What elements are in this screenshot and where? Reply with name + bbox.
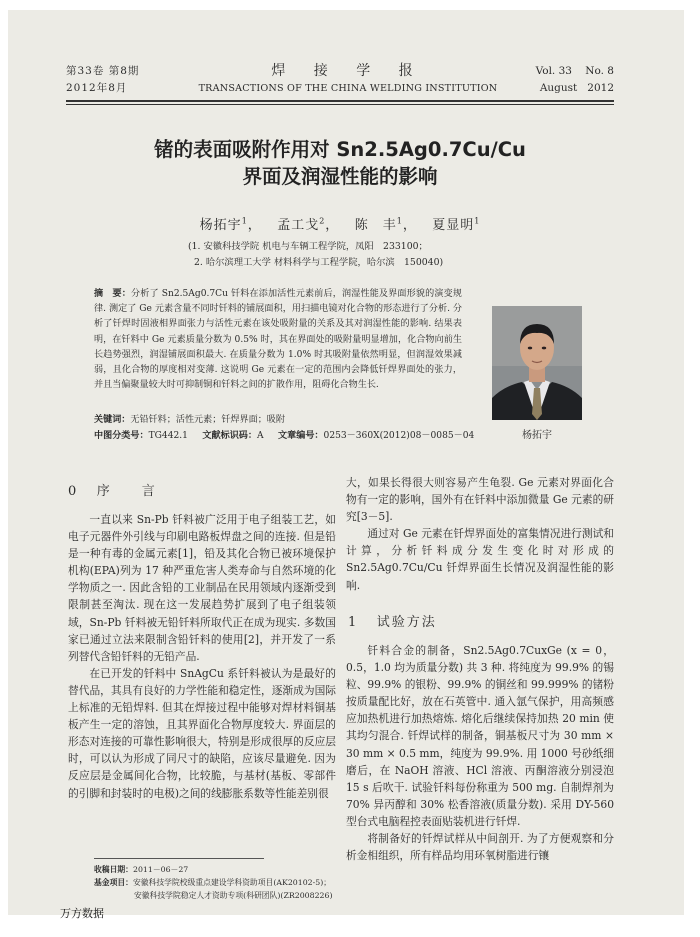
doc-code-label: 文献标识码： [202, 431, 257, 441]
paragraph: 钎料合金的制备，Sn2.5Ag0.7CuxGe (x = 0，0.5，1.0 均为质量分数) 共 3 种. 将纯度为 99.9% 的锡粒、99.9% 的银粉、99.9% 的铜丝和 99.999% 的锗粉按质量配比好，放在石英管中. 通入氩气保护，用高频感应加热机进行加热熔炼. 熔化后继续保持加热 20 min 使其均匀混合. 钎焊试样的制备，铜基板尺寸为 30 mm × 30 mm × 0.5 mm，纯度为 99.9%. 用 1000 号砂纸细磨后，在 NaOH 溶液、HCl 溶液、丙酮溶液分别浸泡 15 s 后吹干. 试验钎料每份称重为 500 mg. 自制焊剂为 70% 异丙醇和 30% 松香溶液(质量分数). 采用 DY-560 型台式电脑程控表面贴装机进行钎焊. [346, 644, 615, 828]
author-affil-mark: 2 [319, 216, 326, 226]
fund-item-2: 安徽科技学院稳定人才资助专项(科研团队)(ZR2008226) [134, 891, 333, 900]
section-number: 0 [68, 484, 79, 499]
fund-label: 基金项目： [94, 878, 133, 887]
section-1-heading [348, 611, 437, 630]
author-list: 杨拓宇$^1$， 孟工戈$^2$， 陈 丰$^1$， 夏显明$^1$ [199, 216, 481, 233]
clc-value: TG442.1 [148, 431, 188, 441]
affiliation-2: 2. 哈尔滨理工大学 材料科学与工程学院，哈尔滨 150040) [194, 257, 444, 268]
abstract [94, 287, 462, 393]
article-no-label: 文章编号： [278, 431, 324, 441]
header-left [66, 63, 139, 97]
header-rule-thick [66, 100, 614, 102]
keywords-label: 关键词： [94, 415, 131, 425]
abstract-label: 摘 要： [94, 289, 131, 299]
author-name: 杨拓宇 [199, 218, 242, 233]
footnote-rule [94, 858, 264, 859]
article-no-value: 0253－360X(2012)08－0085－04 [323, 431, 475, 441]
watermark: 万方数据 [60, 907, 104, 920]
fund-item-1: 安徽科技学院校级重点建设学科资助项目(AK20102-5)； [132, 878, 332, 887]
article-title [66, 136, 614, 190]
photo-caption: 杨拓宇 [522, 430, 552, 441]
author-affil-mark: 1 [241, 216, 248, 226]
doc-code-value: A [257, 431, 264, 441]
abstract-text: 分析了 Sn2.5Ag0.7Cu 钎料在添加活性元素前后，润湿性能及界面形貌的演变规律. 测定了 Ge 元素含量不同时钎料的铺展面积，用扫描电镜对化合物的形态进行了分析. 分析了钎焊时固液相界面张力与活性元素在该处吸附量的关系及其对润湿性能的影响. 结果表明，在钎料中 Ge 元素质量分数为 0.5% 时，其在界面处的吸附量明显增加，化合物向前生长趋势强烈，润湿铺展面积最大. 在质量分数为 1.0% 时其吸附量依然明显，但润湿效果减弱，且化合物的厚度相对变薄. 这说明 Ge 元素在一定的范围内会降低钎焊界面处的张力，并且当偏聚量较大时可抑制铜和钎料之间的扩散作用，阻碍化合物生长. [94, 289, 462, 391]
section-number: 1 [348, 615, 359, 630]
date-cn: 2012年8月 [66, 82, 128, 94]
title-line-1: 锗的表面吸附作用对 Sn2.5Ag0.7Cu/Cu [154, 138, 526, 161]
section-title: 试验方法 [376, 615, 437, 630]
volume-issue-cn: 第33卷 第8期 [66, 65, 140, 77]
journal-name-en: TRANSACTIONS OF THE CHINA WELDING INSTITUTION [198, 83, 498, 94]
header-rule-thin [66, 104, 614, 105]
footnote [94, 863, 364, 902]
header-right [514, 63, 614, 97]
author-name: 孟工戈 [277, 218, 320, 233]
author-name: 陈 丰 [354, 218, 397, 233]
left-column [68, 511, 336, 802]
affiliations [188, 239, 443, 271]
keywords [94, 413, 462, 428]
header-center [178, 63, 518, 97]
paragraph: 一直以来 Sn-Pb 钎料被广泛用于电子组装工艺，如电子元器件外引线与印刷电路板焊盘之间的连接. 但是铅是一种有毒的金属元素[1]，铅及其化合物已被环境保护机构(EPA)列为 17 种严重危害人类寿命与自然环境的化学物质之一. 因此含铅的工业制品在民用领域内逐渐受到限制甚至淘汰. 现在这一发展趋势扩展到了电子组装领域，Sn-Pb 钎料被无铅钎料所取代正在成为现实. 多数国家已通过立法来限制含铅钎料的使用[2]，并开发了一系列替代含铅钎料的无铅产品. [68, 513, 336, 663]
date-en: August 2012 [539, 82, 614, 94]
section-title: 序 言 [96, 484, 157, 499]
clc-label: 中图分类号： [94, 431, 149, 441]
volume-issue-en: Vol. 33 No. 8 [535, 65, 614, 77]
classification-line [94, 429, 474, 444]
right-column-top [346, 474, 614, 594]
journal-name-cn: 焊 接 学 报 [271, 63, 425, 79]
author-portrait-image [492, 306, 582, 420]
paragraph: 在已开发的钎料中 SnAgCu 系钎料被认为是最好的替代品，其具有良好的力学性能和稳定性，逐渐成为国际上标准的无铅焊料. 但其在焊接过程中能够对焊材料铜基板产生一定的溶蚀，且其界面化合物厚度较大. 界面层的形态对连接的可靠性影响很大，特别是形成很厚的反应层时，可以认为形成了同尺寸的缺陷，应该尽量避免. 因为反应层是金属间化合物，比较脆，与基材(基板、零部件的引脚和封装时的电极)之间的线膨胀系数等性能差别很 [68, 666, 336, 800]
keywords-text: 无铅钎料；活性元素；钎焊界面；吸附 [130, 415, 285, 425]
section-0-heading [68, 480, 157, 499]
paragraph: 通过对 Ge 元素在钎焊界面处的富集情况进行测试和计算，分析钎料成分发生变化时对形成的 Sn2.5Ag0.7Cu/Cu 钎焊界面生长情况及润湿性能的影响. [346, 527, 614, 592]
author-affil-mark: 1 [474, 216, 481, 226]
right-column-bottom [346, 642, 614, 864]
author-affil-mark: 1 [396, 216, 403, 226]
paragraph: 将制备好的钎焊试样从中间剖开. 为了方便观察和分析金相组织，所有样品均用环氧树脂进行镶 [346, 832, 614, 863]
author-name: 夏显明 [432, 218, 475, 233]
received-label: 收稿日期： [94, 865, 133, 874]
paragraph: 大，如果长得很大则容易产生龟裂. Ge 元素对界面化合物有一定的影响，国外有在钎料中添加微量 Ge 元素的研究[3－5]. [346, 476, 614, 524]
affiliation-1: (1. 安徽科技学院 机电与车辆工程学院，凤阳 233100； [188, 241, 428, 252]
title-line-2: 界面及润湿性能的影响 [242, 165, 438, 188]
author-photo [492, 306, 582, 420]
journal-page [8, 10, 684, 915]
received-date: 2011－06－27 [132, 865, 189, 874]
